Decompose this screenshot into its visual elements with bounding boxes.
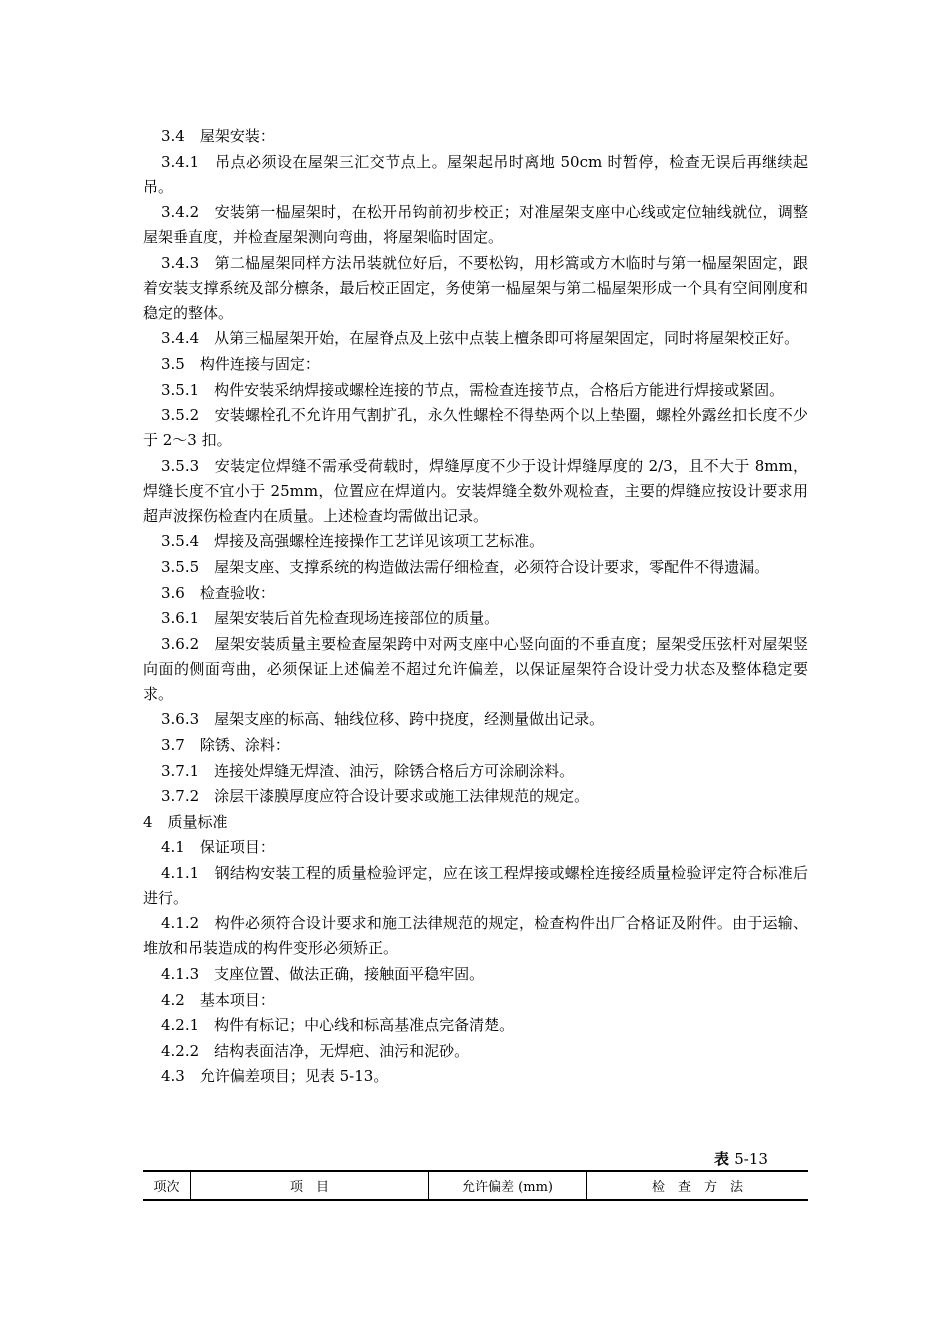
- table-header-method: 检 查 方 法: [651, 1180, 743, 1195]
- table-header-index: 项次: [143, 1172, 191, 1199]
- paragraph: 3.6.1 屋架安装后首先检查现场连接部位的质量。: [161, 609, 500, 628]
- paragraph: 3.6.2 屋架安装质量主要检查屋架跨中对两支座中心竖向面的不垂直度；屋架受压弦杆对屋架竖向面的侧面弯曲，必须保证上述偏差不超过允许偏差，以保证屋架符合设计受力状态及整体稳定要求。: [143, 634, 808, 703]
- paragraph: 4.1 保证项目：: [161, 838, 275, 857]
- paragraph: 4.1.3 支座位置、做法正确，接触面平稳牢固。: [161, 965, 485, 984]
- paragraph: 4.1.1 钢结构安装工程的质量检验评定，应在该工程焊接或螺栓连接经质量检验评定符合标准后进行。: [143, 863, 808, 907]
- paragraph: 4.3 允许偏差项目；见表 5-13。: [161, 1067, 389, 1086]
- table-caption-label: 表: [714, 1150, 730, 1168]
- paragraph: 4.2.2 结构表面洁净，无焊疤、油污和泥砂。: [161, 1041, 470, 1060]
- paragraph: 4.1.2 构件必须符合设计要求和施工法律规范的规定，检查构件出厂合格证及附件。由于运输、堆放和吊装造成的构件变形必须矫正。: [143, 914, 808, 958]
- table-header-tolerance: 允许偏差 (mm): [429, 1172, 587, 1199]
- paragraph: 3.6 检查验收：: [161, 583, 275, 602]
- paragraph: 3.5.4 焊接及高强螺栓连接操作工艺详见该项工艺标准。: [161, 532, 545, 551]
- paragraph: 3.5.3 安装定位焊缝不需承受荷载时，焊缝厚度不少于设计焊缝厚度的 2/3，且不大于 8mm，焊缝长度不宜小于 25mm，位置应在焊道内。安装焊缝全数外观检查，主要的焊缝应按设计要求用超声波探伤检查内在质量。上述检查均需做出记录。: [143, 456, 808, 525]
- table-caption: [714, 1148, 768, 1169]
- paragraph: 3.4.2 安装第一榀屋架时，在松开吊钩前初步校正；对准屋架支座中心线或定位轴线就位，调整屋架垂直度，并检查屋架测向弯曲，将屋架临时固定。: [143, 203, 808, 247]
- paragraph: 3.4 屋架安装：: [161, 127, 275, 145]
- paragraph: 3.7.2 涂层干漆膜厚度应符合设计要求或施工法律规范的规定。: [161, 787, 590, 806]
- paragraph: 3.4.1 吊点必须设在屋架三汇交节点上。屋架起吊时离地 50cm 时暂停，检查无误后再继续起吊。: [143, 152, 808, 196]
- paragraph: 3.7 除锈、涂料：: [161, 735, 290, 754]
- table-header-row: [143, 1170, 808, 1201]
- paragraph: 3.6.3 屋架支座的标高、轴线位移、跨中挠度，经测量做出记录。: [161, 710, 605, 729]
- section-heading: 4 质量标准: [143, 812, 228, 831]
- paragraph: 4.2.1 构件有标记；中心线和标高基准点完备清楚。: [161, 1016, 515, 1035]
- paragraph: 3.4.4 从第三榀屋架开始，在屋脊点及上弦中点装上檀条即可将屋架固定，同时将屋架校正好。: [161, 329, 800, 348]
- document-body: [143, 124, 808, 1090]
- paragraph: 3.7.1 连接处焊缝无焊渣、油污，除锈合格后方可涂刷涂料。: [161, 761, 575, 780]
- paragraph: 4.2 基本项目：: [161, 990, 275, 1009]
- paragraph: 3.5 构件连接与固定：: [161, 354, 320, 373]
- paragraph: 3.5.5 屋架支座、支撑系统的构造做法需仔细检查，必须符合设计要求，零配件不得遗漏。: [161, 557, 770, 576]
- paragraph: 3.5.2 安装螺栓孔不允许用气割扩孔，永久性螺栓不得垫两个以上垫圈，螺栓外露丝扣长度不少于 2～3 扣。: [143, 406, 808, 450]
- table-caption-number: 5-13: [734, 1150, 768, 1168]
- table-header-item: 项 目: [191, 1172, 429, 1199]
- paragraph: 3.5.1 构件安装采纳焊接或螺栓连接的节点，需检查连接节点，合格后方能进行焊接或紧固。: [161, 380, 785, 399]
- paragraph: 3.4.3 第二榀屋架同样方法吊装就位好后，不要松钩，用杉篙或方木临时与第一榀屋架固定，跟着安装支撑系统及部分檩条，最后校正固定，务使第一榀屋架与第二榀屋架形成一个具有空间刚度和稳定的整体。: [143, 253, 808, 322]
